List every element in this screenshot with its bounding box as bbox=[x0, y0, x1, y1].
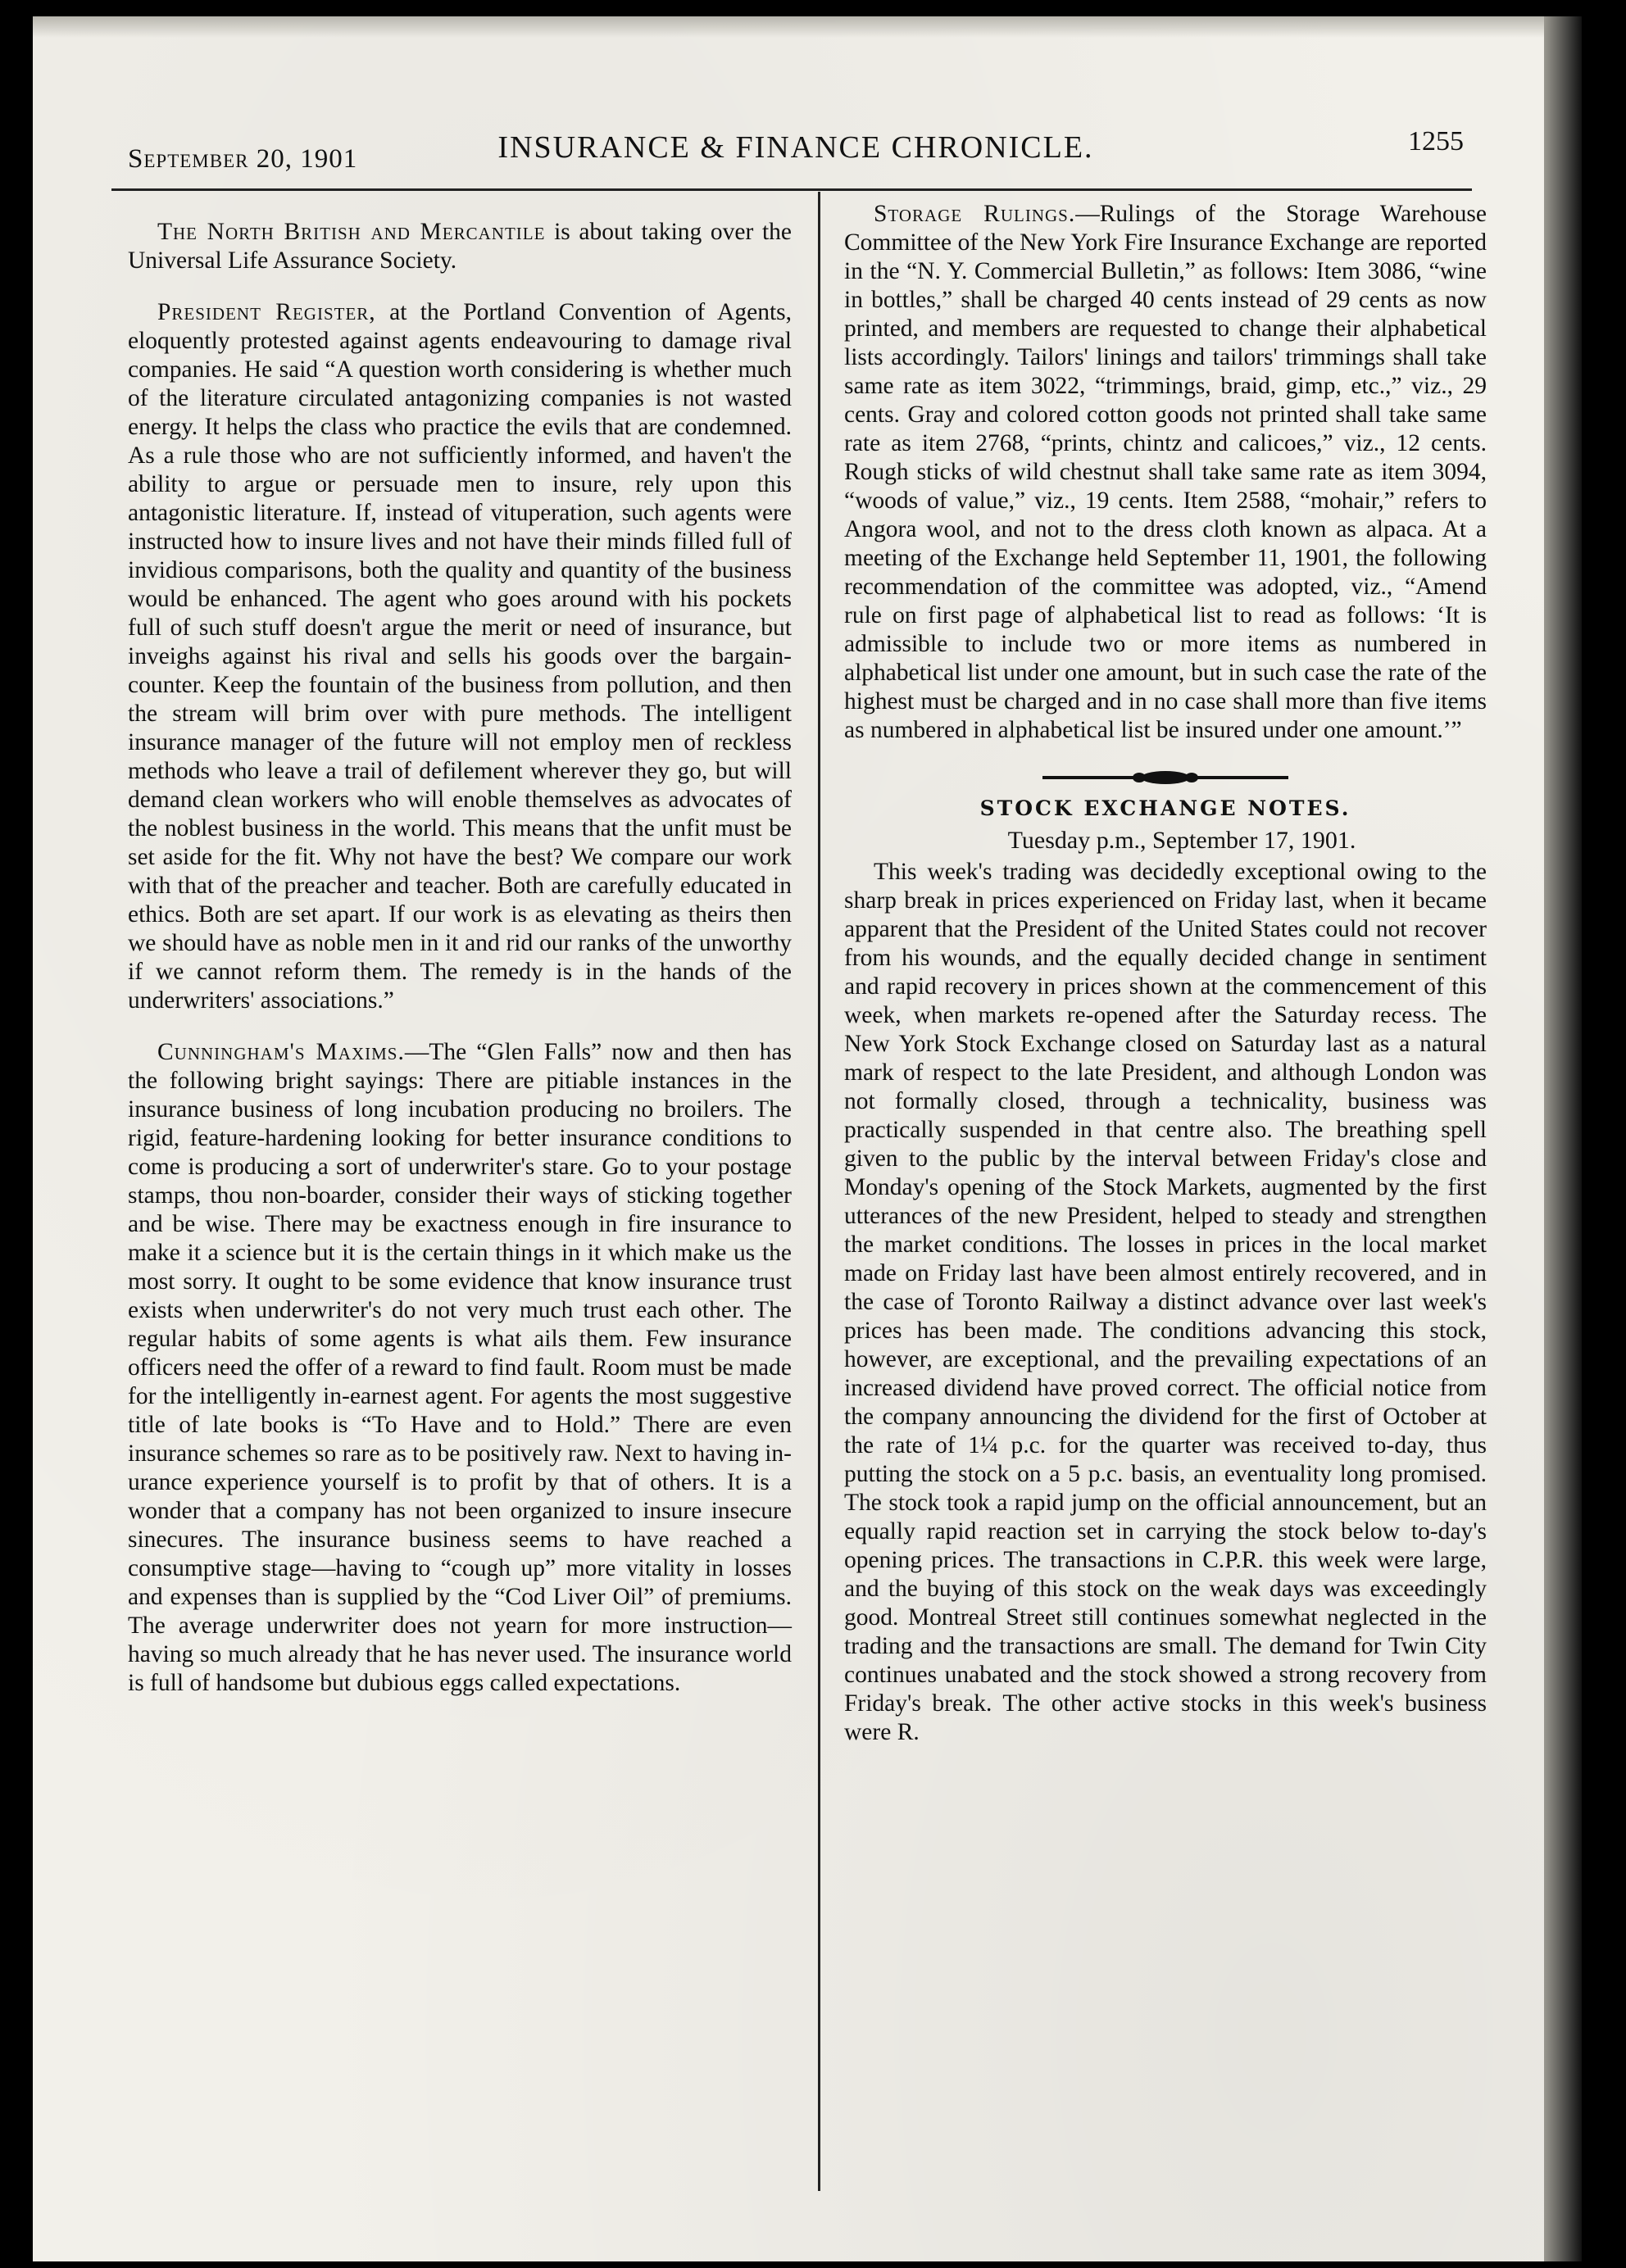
article-body: at the Portland Convention of Agents, eloquently protested against agents endeavouring to damage rival companies. He said “A question worth considering is whether much of the literature circulated antagonizing companies is not wasted energy. It helps the class who practice the evils that are condemned. As a rule those who are not sufficiently informed, and haven't the ability to argue or persuade men to insure, rely upon this antagonistic literature. If, instead of vituperation, such agents were instructed how to insure lives and not have their minds filled full of invidious comparisons, both the quality and quantity of the business would be enhanced. The agent who goes around with his pockets full of such stuff doesn't argue the merit or need of insurance, but inveighs against his rival and sells his goods over the bargain-counter. Keep the fountain of the business from pollution, and then the stream will brim over with pure methods. The intelligent insurance manager of the future will not employ men of reckless methods who leave a trail of defilement wherever they go, but will demand clean workers who will enoble themselves as advocates of the noblest business in the world. This means that the unfit must be set aside for the fit. Why not have the best? We compare our work with that of the preacher and teacher. Both are carefully educated in ethics. Both are set apart. If our work is as elevating as theirs then we should have as noble men in it and rid our ranks of the unworthy if we cannot reform them. The remedy is in the hands of the underwriters' associations.” bbox=[128, 299, 792, 1014]
page-header bbox=[128, 121, 1464, 187]
article-lead: Cunningham's Maxims. bbox=[157, 1039, 405, 1065]
article-lead: The North British and Mercantile bbox=[157, 219, 546, 245]
header-date: September 20, 1901 bbox=[128, 144, 358, 174]
left-column bbox=[128, 218, 792, 1721]
column-divider bbox=[818, 192, 820, 2191]
article-body: —The “Glen Falls” now and then has the following bright sayings: There are pitiable instances in the insurance business of long incubation producing no broilers. The rigid, feature-hardening looking for better insurance conditions to come is producing a sort of underwriter's stare. Go to your postage stamps, thou non-boarder, consider their ways of sticking together and be wise. There may be exactness enough in fire insurance to make it a science but it is the certain things in it which make us the most sorry. It ought to be some evidence that know insurance trust exists when underwriter's do not very much trust each other. The regular habits of some agents is what ails them. Few insurance officers need the offer of a reward to find fault. Room must be made for the intelligently in-earnest agent. For agents the most suggestive title of late books is “To Have and to Hold.” There are even insurance schemes so rare as to be positively raw. Next to having in-urance experience yourself is to profit by that of others. It is a wonder that a company has not been organized to insure insecure sinecures. The insurance business seems to have reached a consumptive stage—having to “cough up” more vitality in losses and expenses than is supplied by the “Cod Liver Oil” of premiums. The average underwriter does not yearn for more instruction—having so much already that he has never used. The insurance world is full of handsome but dubious eggs called expectations. bbox=[128, 1039, 792, 1696]
newspaper-page bbox=[33, 16, 1582, 2261]
page-binding-shadow bbox=[1544, 16, 1582, 2261]
article-stock-exchange-notes: This week's trading was decidedly exceptional owing to the sharp break in prices experienced on Friday last, when it became apparent that the President of the United States could not recover from his wounds, and the equally decided change in sentiment and rapid recovery in prices shown at the commencement of this week, when markets re-opened after the Saturday recess. The New York Stock Exchange closed on Saturday last as a natural mark of respect to the late President, and although London was not formally closed, through a technicality, business was practically suspended in that centre also. The breathing spell given to the public by the interval between Friday's close and Monday's opening of the Stock Markets, augmented by the first utterances of the new President, helped to steady and strengthen the market conditions. The losses in prices in the local market made on Friday last have been almost entirely recovered, and in the case of Toronto Railway a distinct advance over last week's prices has been made. The conditions advancing this stock, however, are exceptional, and the prevailing expectations of an increased dividend have proved correct. The official notice from the company announcing the dividend for the first of October at the rate of 1¼ p.c. for the quarter was received to-day, thus putting the stock on a 5 p.c. basis, an eventuality long promised. The stock took a rapid jump on the official announcement, but an equally rapid reaction set in carrying the stock below to-day's opening prices. The transactions in C.P.R. this week were large, and the buying of this stock on the weak days was exceedingly good. Montreal Street still continues somewhat neglected in the trading and the transactions are small. The demand for Twin City continues unabated and the stock showed a strong recovery from Friday's break. The other active stocks in this week's business were R. bbox=[844, 859, 1487, 1745]
article-lead: President Register, bbox=[157, 299, 376, 325]
article-north-british bbox=[128, 218, 792, 275]
page-top-shadow bbox=[33, 16, 1582, 38]
article-lead: Storage Rulings. bbox=[874, 201, 1076, 227]
article-storage-rulings bbox=[844, 200, 1487, 745]
ornamental-rule-icon bbox=[1042, 768, 1288, 787]
article-president-register bbox=[128, 298, 792, 1015]
publication-title: INSURANCE & FINANCE CHRONICLE. bbox=[497, 130, 1094, 165]
dateline: Tuesday p.m., September 17, 1901. bbox=[1007, 827, 1356, 854]
page-number: 1255 bbox=[1408, 126, 1464, 156]
right-column bbox=[844, 200, 1487, 1770]
article-cunninghams-maxims bbox=[128, 1038, 792, 1698]
section-heading: STOCK EXCHANGE NOTES. bbox=[979, 796, 1351, 820]
article-body: is about taking over the Universal Life Assurance Society. bbox=[128, 219, 792, 274]
article-body: —Rulings of the Storage Warehouse Committee of the New York Fire Insurance Exchange are reported in the “N. Y. Commercial Bulletin,” as follows: Item 3086, “wine in bottles,” shall be charged 40 cents instead of 29 cents as now printed, and members are requested to change their alphabetical lists accordingly. Tailors' linings and tailors' trimmings shall take same rate as item 3022, “trimmings, braid, gimp, etc.,” viz., 29 cents. Gray and colored cotton goods not printed shall take same rate as item 2768, “prints, chintz and calicoes,” viz., 12 cents. Rough sticks of wild chestnut shall take same rate as item 3094, “woods of value,” viz., 19 cents. Item 2588, “mohair,” refers to Angora wool, and not to the dress cloth known as alpaca. At a meeting of the Exchange held September 11, 1901, the following recommendation of the committee was adopted, viz., “Amend rule on first page of alphabetical list to read as follows: ‘It is admissible to include two or more items as numbered in alphabetical list under one amount, but in such case the rate of the highest must be charged and in no case shall more than five items as numbered in alphabetical list be insured under one amount.’” bbox=[844, 201, 1487, 743]
header-rule bbox=[111, 188, 1472, 191]
